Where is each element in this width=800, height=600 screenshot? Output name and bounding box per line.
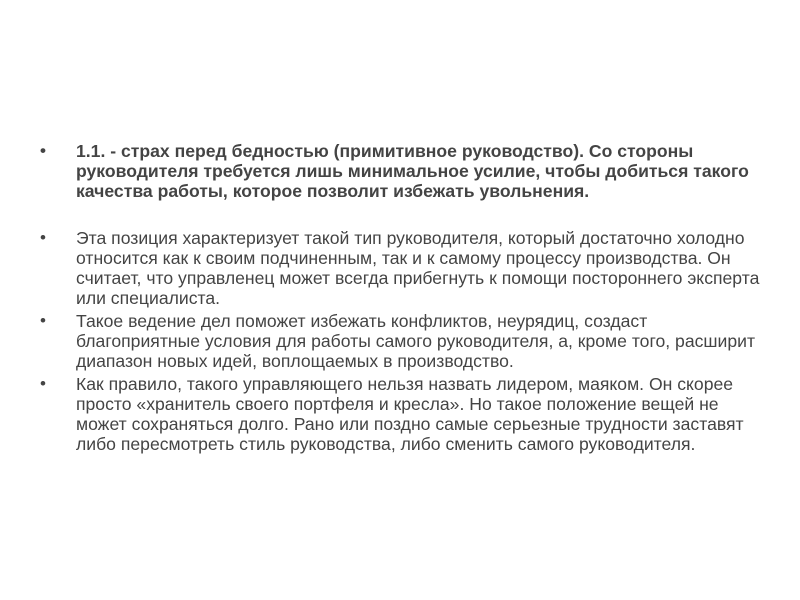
bullet-text: 1.1. - страх перед бедностью (примитивное руководство). Со стороны руководителя требуется лишь минимальное усилие, чтобы добиться такого качества работы, которое позволит избежать увольнения. xyxy=(76,141,749,201)
bullet-item xyxy=(38,228,768,308)
bullet-icon: • xyxy=(40,374,46,393)
bullet-icon: • xyxy=(40,311,46,330)
bullet-item xyxy=(38,374,768,454)
bullet-text: Эта позиция характеризует такой тип руководителя, который достаточно холодно относится как к своим подчиненным, так и к самому процессу производства. Он считает, что управленец может всегда прибегнуть к помощи постороннего эксперта или специалиста. xyxy=(76,228,760,308)
bullet-icon: • xyxy=(40,141,46,160)
bullet-text: Такое ведение дел поможет избежать конфликтов, неурядиц, создаст благоприятные условия для работы самого руководителя, а, кроме того, расширит диапазон новых идей, воплощаемых в производство. xyxy=(76,311,756,371)
bullet-list xyxy=(38,141,768,457)
bullet-item xyxy=(38,311,768,371)
bullet-text: Как правило, такого управляющего нельзя назвать лидером, маяком. Он скорее просто «хранитель своего портфеля и кресла». Но такое положение вещей не может сохраняться долго. Рано или поздно самые серьезные трудности заставят либо пересмотреть стиль руководства, либо сменить самого руководителя. xyxy=(76,374,744,454)
bullet-item-heading xyxy=(38,141,768,201)
bullet-icon: • xyxy=(40,228,46,247)
